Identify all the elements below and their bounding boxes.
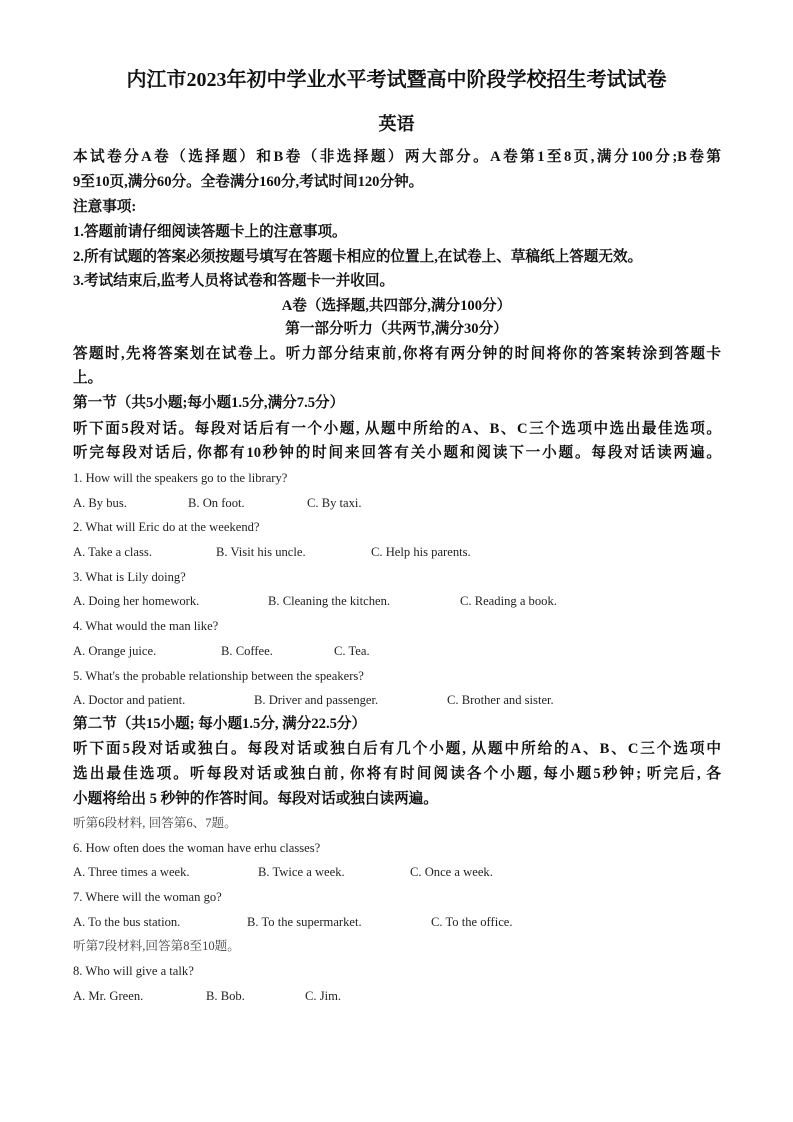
option-c: C. Reading a book. <box>460 594 557 608</box>
question-8: 8. Who will give a talk? <box>73 964 194 978</box>
option-b: B. Twice a week. <box>258 865 345 879</box>
listening-note: 上。 <box>73 370 103 386</box>
option-b: B. To the supermarket. <box>247 915 362 929</box>
listening-note: 答题时,先将答案划在试卷上。听力部分结束前,你将有两分钟的时间将你的答案转涂到答题卡 <box>73 346 721 362</box>
option-c: C. Help his parents. <box>371 545 471 559</box>
notice-heading: 注意事项: <box>73 199 137 215</box>
material-note: 听第6段材料, 回答第6、7题。 <box>73 816 237 830</box>
option-c: C. Tea. <box>334 644 370 658</box>
question-4: 4. What would the man like? <box>73 619 219 633</box>
question-2: 2. What will Eric do at the weekend? <box>73 520 260 534</box>
section2-heading: 第二节（共15小题; 每小题1.5分, 满分22.5分） <box>73 716 367 732</box>
option-b: B. Driver and passenger. <box>254 693 379 707</box>
option-b: B. On foot. <box>188 496 245 510</box>
option-a: A. Three times a week. <box>73 865 190 879</box>
option-b: B. Cleaning the kitchen. <box>268 594 391 608</box>
option-b: B. Visit his uncle. <box>216 545 306 559</box>
part-one-heading: 第一部分听力（共两节,满分30分） <box>285 321 508 337</box>
option-a: A. By bus. <box>73 496 127 510</box>
option-a: A. To the bus station. <box>73 915 181 929</box>
notice-item: 1.答题前请仔细阅读答题卡上的注意事项。 <box>73 224 347 240</box>
notice-item: 3.考试结束后,监考人员将试卷和答题卡一并收回。 <box>73 273 395 289</box>
section2-instructions: 小题将给出 5 秒钟的作答时间。每段对话或独白读两遍。 <box>73 791 438 807</box>
question-6: 6. How often does the woman have erhu classes? <box>73 841 321 855</box>
part-a-heading: A卷（选择题,共四部分,满分100分） <box>281 298 512 314</box>
option-c: C. Once a week. <box>410 865 493 879</box>
option-a: A. Doctor and patient. <box>73 693 186 707</box>
option-b: B. Bob. <box>206 989 245 1003</box>
intro-line: 本试卷分A卷（选择题）和B卷（非选择题）两大部分。A卷第1至8页,满分100分;B卷第 <box>73 149 721 165</box>
option-a: A. Orange juice. <box>73 644 157 658</box>
material-note: 听第7段材料,回答第8至10题。 <box>73 939 240 953</box>
section1-instructions: 听完每段对话后, 你都有10秒钟的时间来回答有关小题和阅读下一小题。每段对话读两遍。 <box>73 445 721 461</box>
question-3: 3. What is Lily doing? <box>73 570 186 584</box>
option-a: A. Take a class. <box>73 545 152 559</box>
section1-heading: 第一节（共5小题;每小题1.5分,满分7.5分） <box>73 395 345 411</box>
intro-line: 9至10页,满分60分。全卷满分160分,考试时间120分钟。 <box>73 174 424 190</box>
question-5: 5. What's the probable relationship between the speakers? <box>73 669 364 683</box>
notice-item: 2.所有试题的答案必须按题号填写在答题卡相应的位置上,在试卷上、草稿纸上答题无效。 <box>73 249 643 265</box>
option-b: B. Coffee. <box>221 644 273 658</box>
exam-title: 内江市2023年初中学业水平考试暨高中阶段学校招生考试试卷 <box>126 69 667 91</box>
subject-title: 英语 <box>378 114 415 134</box>
option-c: C. Jim. <box>305 989 342 1003</box>
section1-instructions: 听下面5段对话。每段对话后有一个小题, 从题中所给的A、B、C三个选项中选出最佳选项。 <box>73 421 721 437</box>
question-7: 7. Where will the woman go? <box>73 890 222 904</box>
option-c: C. Brother and sister. <box>447 693 554 707</box>
option-a: A. Doing her homework. <box>73 594 200 608</box>
option-c: C. By taxi. <box>307 496 362 510</box>
section2-instructions: 选出最佳选项。听每段对话或独白前, 你将有时间阅读各个小题, 每小题5秒钟; 听完后, 各 <box>73 766 721 782</box>
option-a: A. Mr. Green. <box>73 989 144 1003</box>
option-c: C. To the office. <box>431 915 513 929</box>
section2-instructions: 听下面5段对话或独白。每段对话或独白后有几个小题, 从题中所给的A、B、C三个选项中 <box>73 741 721 757</box>
question-1: 1. How will the speakers go to the library? <box>73 471 288 485</box>
